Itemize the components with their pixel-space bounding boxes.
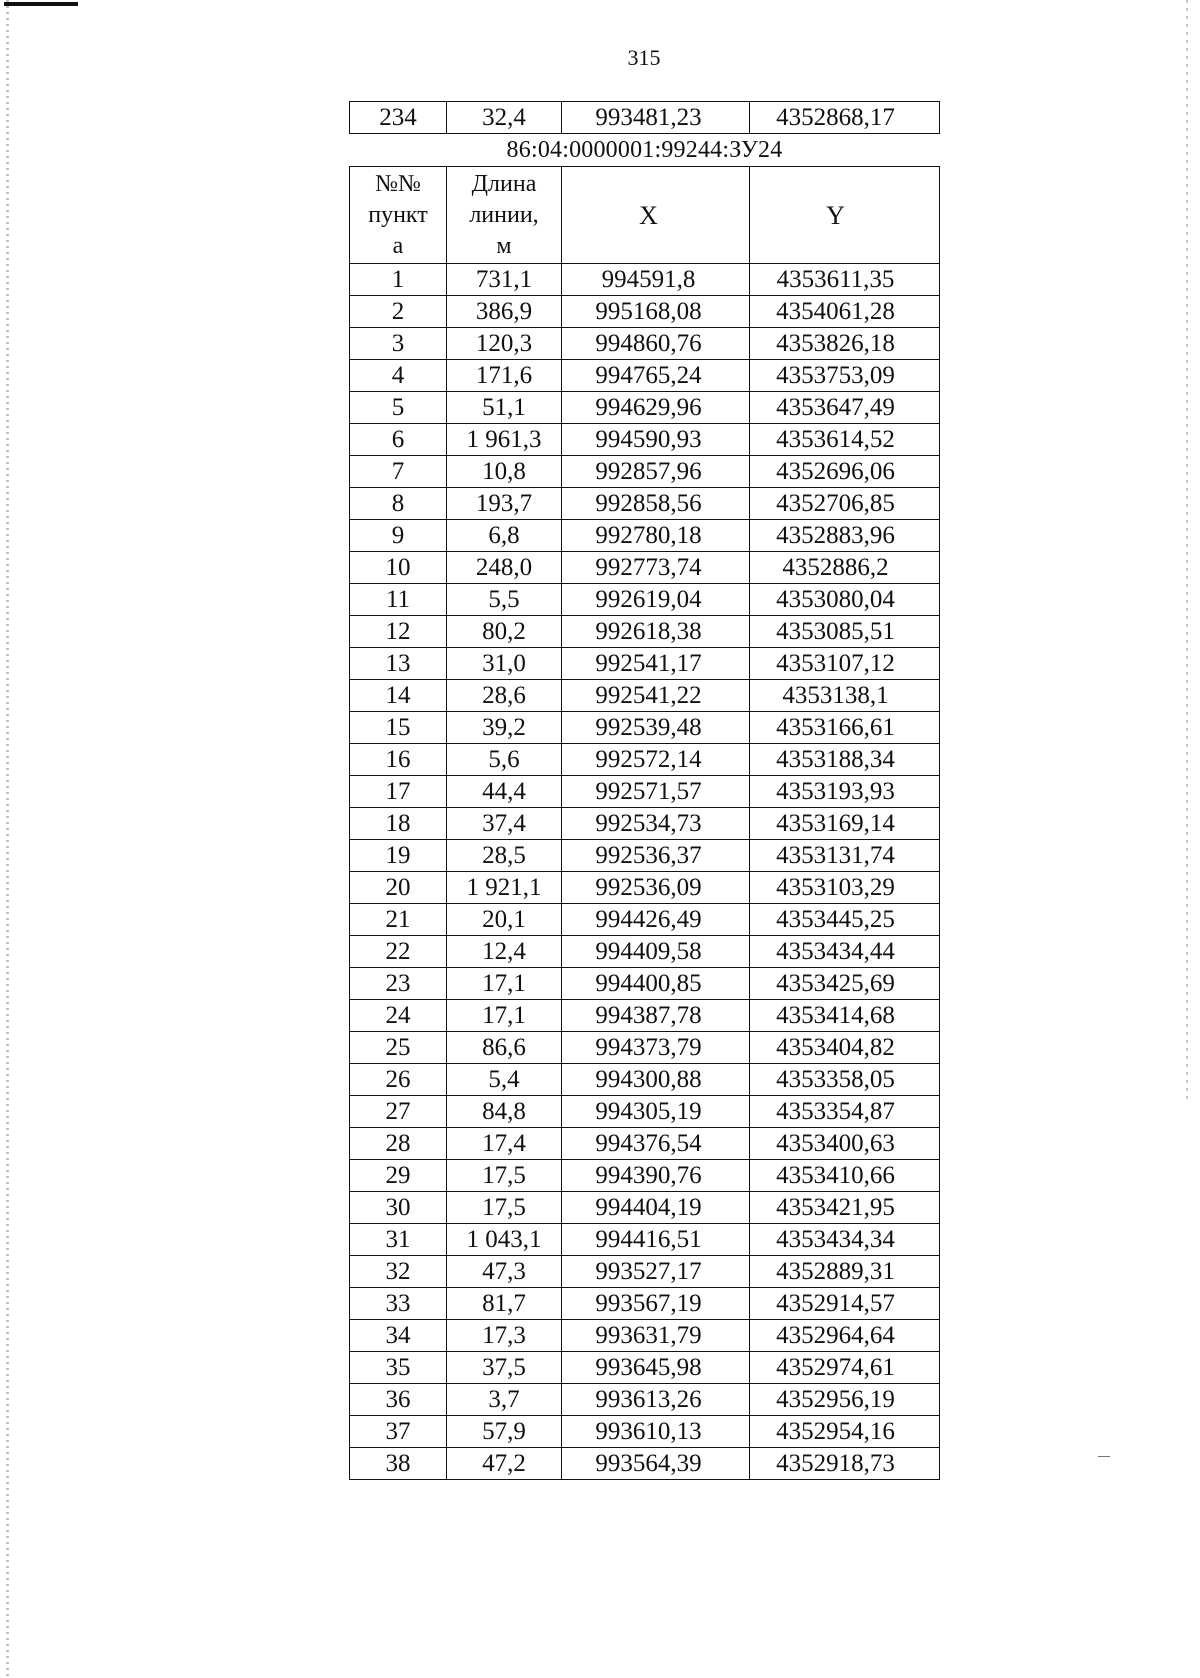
x-coordinate-cell: 992541,22 [562, 680, 750, 712]
table-row [350, 424, 940, 456]
x-coordinate-cell: 993645,98 [562, 1352, 750, 1384]
point-number-cell: 22 [350, 936, 447, 968]
x-coordinate-cell: 992536,09 [562, 872, 750, 904]
x-coordinate-cell: 992773,74 [562, 552, 750, 584]
point-number-cell: 29 [350, 1160, 447, 1192]
point-number-cell: 11 [350, 584, 447, 616]
x-coordinate-cell: 992857,96 [562, 456, 750, 488]
line-length-cell: 3,7 [447, 1384, 562, 1416]
x-coordinate-cell: 993527,17 [562, 1256, 750, 1288]
table-row [350, 1096, 940, 1128]
line-length-cell: 10,8 [447, 456, 562, 488]
line-length-cell: 17,5 [447, 1192, 562, 1224]
x-coordinate-cell: 994373,79 [562, 1032, 750, 1064]
table-row [350, 552, 940, 584]
line-length-cell: 81,7 [447, 1288, 562, 1320]
point-number-cell: 34 [350, 1320, 447, 1352]
line-length-cell: 20,1 [447, 904, 562, 936]
x-coordinate-cell: 994860,76 [562, 328, 750, 360]
table-row [350, 680, 940, 712]
table-row [350, 808, 940, 840]
table-header-row [350, 167, 940, 264]
y-coordinate-cell: 4353753,09 [750, 360, 940, 392]
table-row [350, 360, 940, 392]
x-coordinate-cell: 992780,18 [562, 520, 750, 552]
carryover-row [350, 102, 940, 134]
x-coordinate-cell: 994416,51 [562, 1224, 750, 1256]
table-row [350, 1352, 940, 1384]
point-number-cell: 35 [350, 1352, 447, 1384]
y-coordinate-cell: 4352974,61 [750, 1352, 940, 1384]
x-coordinate-cell: 992618,38 [562, 616, 750, 648]
y-coordinate-cell: 4352956,19 [750, 1384, 940, 1416]
line-length-cell: 37,4 [447, 808, 562, 840]
x-coordinate-cell: 992536,37 [562, 840, 750, 872]
y-coordinate-cell: 4352696,06 [750, 456, 940, 488]
point-number-cell: 24 [350, 1000, 447, 1032]
point-number-cell: 12 [350, 616, 447, 648]
point-number-cell: 9 [350, 520, 447, 552]
table-row [350, 1192, 940, 1224]
table-row [350, 1320, 940, 1352]
line-length-cell: 37,5 [447, 1352, 562, 1384]
line-length-cell: 86,6 [447, 1032, 562, 1064]
scan-left-edge [6, 0, 9, 1678]
point-number-cell: 8 [350, 488, 447, 520]
header-point-number [350, 167, 447, 264]
point-number-cell: 7 [350, 456, 447, 488]
x-coordinate-cell: 993567,19 [562, 1288, 750, 1320]
line-length-cell: 5,5 [447, 584, 562, 616]
table-row [350, 1000, 940, 1032]
x-coordinate-cell: 992619,04 [562, 584, 750, 616]
line-length-cell: 47,2 [447, 1448, 562, 1480]
x-coordinate-cell: 992858,56 [562, 488, 750, 520]
table-row [350, 776, 940, 808]
x-coordinate-cell: 994765,24 [562, 360, 750, 392]
point-number-cell: 20 [350, 872, 447, 904]
line-length-cell: 5,6 [447, 744, 562, 776]
point-number-cell: 31 [350, 1224, 447, 1256]
table-row [350, 744, 940, 776]
header-line-length [447, 167, 562, 264]
y-coordinate-cell: 4352886,2 [750, 552, 940, 584]
point-number-cell: 23 [350, 968, 447, 1000]
point-number-cell: 36 [350, 1384, 447, 1416]
x-coordinate-cell: 994390,76 [562, 1160, 750, 1192]
x-coordinate-cell: 994590,93 [562, 424, 750, 456]
line-length-cell: 17,1 [447, 968, 562, 1000]
y-coordinate-cell: 4352889,31 [750, 1256, 940, 1288]
point-number-cell: 234 [350, 102, 447, 134]
y-coordinate-cell: 4353410,66 [750, 1160, 940, 1192]
point-number-cell: 6 [350, 424, 447, 456]
line-length-cell: 17,4 [447, 1128, 562, 1160]
y-coordinate-cell: 4353434,34 [750, 1224, 940, 1256]
y-coordinate-cell: 4353826,18 [750, 328, 940, 360]
point-number-cell: 13 [350, 648, 447, 680]
y-coordinate-cell: 4352918,73 [750, 1448, 940, 1480]
x-coordinate-cell: 993631,79 [562, 1320, 750, 1352]
point-number-cell: 37 [350, 1416, 447, 1448]
line-length-cell: 31,0 [447, 648, 562, 680]
point-number-cell: 18 [350, 808, 447, 840]
y-coordinate-cell: 4354061,28 [750, 296, 940, 328]
y-coordinate-cell: 4353400,63 [750, 1128, 940, 1160]
table-row [350, 1128, 940, 1160]
table-row [350, 1384, 940, 1416]
x-coordinate-cell: 994591,8 [562, 264, 750, 296]
point-number-cell: 27 [350, 1096, 447, 1128]
y-coordinate-cell: 4353404,82 [750, 1032, 940, 1064]
line-length-cell: 80,2 [447, 616, 562, 648]
y-coordinate-cell: 4353107,12 [750, 648, 940, 680]
point-number-cell: 19 [350, 840, 447, 872]
x-coordinate-cell: 994300,88 [562, 1064, 750, 1096]
line-length-cell: 1 043,1 [447, 1224, 562, 1256]
point-number-cell: 16 [350, 744, 447, 776]
x-coordinate-cell: 993613,26 [562, 1384, 750, 1416]
line-length-cell: 17,3 [447, 1320, 562, 1352]
scan-corner-mark [4, 2, 78, 6]
point-number-cell: 3 [350, 328, 447, 360]
x-coordinate-cell: 994376,54 [562, 1128, 750, 1160]
y-coordinate-cell: 4353358,05 [750, 1064, 940, 1096]
table-row [350, 904, 940, 936]
coordinates-table-body [350, 102, 940, 1480]
table-row [350, 1064, 940, 1096]
scan-artifact-mark [1098, 1456, 1110, 1457]
table-row [350, 936, 940, 968]
y-coordinate-cell: 4353169,14 [750, 808, 940, 840]
line-length-cell: 731,1 [447, 264, 562, 296]
header-line-length-line: м [496, 232, 512, 259]
header-line-length-line: линии, [469, 201, 539, 228]
table-row [350, 616, 940, 648]
table-row [350, 1032, 940, 1064]
line-length-cell: 51,1 [447, 392, 562, 424]
x-coordinate-cell: 993564,39 [562, 1448, 750, 1480]
point-number-cell: 26 [350, 1064, 447, 1096]
point-number-cell: 33 [350, 1288, 447, 1320]
table-row [350, 648, 940, 680]
y-coordinate-cell: 4352706,85 [750, 488, 940, 520]
line-length-cell: 248,0 [447, 552, 562, 584]
x-coordinate-cell: 994409,58 [562, 936, 750, 968]
y-coordinate-cell: 4353611,35 [750, 264, 940, 296]
x-coordinate-cell: 994404,19 [562, 1192, 750, 1224]
table-row [350, 1288, 940, 1320]
line-length-cell: 28,5 [447, 840, 562, 872]
line-length-cell: 17,1 [447, 1000, 562, 1032]
x-coordinate-cell: 992534,73 [562, 808, 750, 840]
table-row [350, 488, 940, 520]
point-number-cell: 30 [350, 1192, 447, 1224]
y-coordinate-cell: 4353085,51 [750, 616, 940, 648]
line-length-cell: 12,4 [447, 936, 562, 968]
y-coordinate-cell: 4353103,29 [750, 872, 940, 904]
point-number-cell: 21 [350, 904, 447, 936]
y-coordinate-cell: 4353193,93 [750, 776, 940, 808]
line-length-cell: 1 921,1 [447, 872, 562, 904]
line-length-cell: 47,3 [447, 1256, 562, 1288]
point-number-cell: 14 [350, 680, 447, 712]
y-coordinate-cell: 4352883,96 [750, 520, 940, 552]
coordinates-table [349, 101, 940, 1480]
header-point-number-line: №№ [375, 170, 421, 197]
table-row [350, 1224, 940, 1256]
line-length-cell: 57,9 [447, 1416, 562, 1448]
table-row [350, 264, 940, 296]
y-coordinate-cell: 4352914,57 [750, 1288, 940, 1320]
line-length-cell: 120,3 [447, 328, 562, 360]
y-coordinate-cell: 4353131,74 [750, 840, 940, 872]
y-coordinate-cell: 4352954,16 [750, 1416, 940, 1448]
y-coordinate-cell: 4353414,68 [750, 1000, 940, 1032]
header-y: Y [750, 167, 940, 264]
point-number-cell: 1 [350, 264, 447, 296]
x-coordinate-cell: 992571,57 [562, 776, 750, 808]
header-line-length-line: Длина [471, 170, 537, 197]
line-length-cell: 84,8 [447, 1096, 562, 1128]
y-coordinate-cell: 4353354,87 [750, 1096, 940, 1128]
y-coordinate-cell: 4353080,04 [750, 584, 940, 616]
y-coordinate-cell: 4353445,25 [750, 904, 940, 936]
x-coordinate-cell: 994305,19 [562, 1096, 750, 1128]
y-coordinate-cell: 4353421,95 [750, 1192, 940, 1224]
header-point-number-line: пункт [368, 201, 428, 228]
table-row [350, 392, 940, 424]
table-row [350, 712, 940, 744]
line-length-cell: 171,6 [447, 360, 562, 392]
table-row [350, 584, 940, 616]
table-row [350, 1160, 940, 1192]
x-coordinate-cell: 994387,78 [562, 1000, 750, 1032]
y-coordinate-cell: 4352964,64 [750, 1320, 940, 1352]
table-row [350, 968, 940, 1000]
header-point-number-line: а [392, 232, 404, 259]
x-coordinate-cell: 992572,14 [562, 744, 750, 776]
y-coordinate-cell: 4353188,34 [750, 744, 940, 776]
x-coordinate-cell: 993610,13 [562, 1416, 750, 1448]
line-length-cell: 28,6 [447, 680, 562, 712]
table-row [350, 328, 940, 360]
table-row [350, 456, 940, 488]
y-coordinate-cell: 4353425,69 [750, 968, 940, 1000]
point-number-cell: 15 [350, 712, 447, 744]
y-coordinate-cell: 4353434,44 [750, 936, 940, 968]
line-length-cell: 5,4 [447, 1064, 562, 1096]
table-row [350, 1448, 940, 1480]
point-number-cell: 17 [350, 776, 447, 808]
point-number-cell: 10 [350, 552, 447, 584]
line-length-cell: 386,9 [447, 296, 562, 328]
x-coordinate-cell: 992539,48 [562, 712, 750, 744]
page-number-wrapper [0, 45, 1200, 71]
section-title: 86:04:0000001:99244:ЗУ24 [350, 134, 940, 167]
y-coordinate-cell: 4352868,17 [750, 102, 940, 134]
point-number-cell: 5 [350, 392, 447, 424]
table-row [350, 872, 940, 904]
point-number-cell: 32 [350, 1256, 447, 1288]
point-number-cell: 4 [350, 360, 447, 392]
table-row [350, 1416, 940, 1448]
scan-right-edge [1186, 0, 1188, 1100]
line-length-cell: 1 961,3 [447, 424, 562, 456]
line-length-cell: 17,5 [447, 1160, 562, 1192]
y-coordinate-cell: 4353647,49 [750, 392, 940, 424]
y-coordinate-cell: 4353138,1 [750, 680, 940, 712]
x-coordinate-cell: 992541,17 [562, 648, 750, 680]
point-number-cell: 25 [350, 1032, 447, 1064]
header-x: X [562, 167, 750, 264]
x-coordinate-cell: 995168,08 [562, 296, 750, 328]
line-length-cell: 193,7 [447, 488, 562, 520]
point-number-cell: 38 [350, 1448, 447, 1480]
table-row [350, 520, 940, 552]
x-coordinate-cell: 994400,85 [562, 968, 750, 1000]
line-length-cell: 6,8 [447, 520, 562, 552]
x-coordinate-cell: 994629,96 [562, 392, 750, 424]
point-number-cell: 2 [350, 296, 447, 328]
page-number: 315 [627, 45, 661, 70]
line-length-cell: 32,4 [447, 102, 562, 134]
y-coordinate-cell: 4353614,52 [750, 424, 940, 456]
y-coordinate-cell: 4353166,61 [750, 712, 940, 744]
line-length-cell: 39,2 [447, 712, 562, 744]
x-coordinate-cell: 993481,23 [562, 102, 750, 134]
section-title-row [350, 134, 940, 167]
line-length-cell: 44,4 [447, 776, 562, 808]
x-coordinate-cell: 994426,49 [562, 904, 750, 936]
point-number-cell: 28 [350, 1128, 447, 1160]
table-row [350, 1256, 940, 1288]
table-row [350, 840, 940, 872]
table-row [350, 296, 940, 328]
